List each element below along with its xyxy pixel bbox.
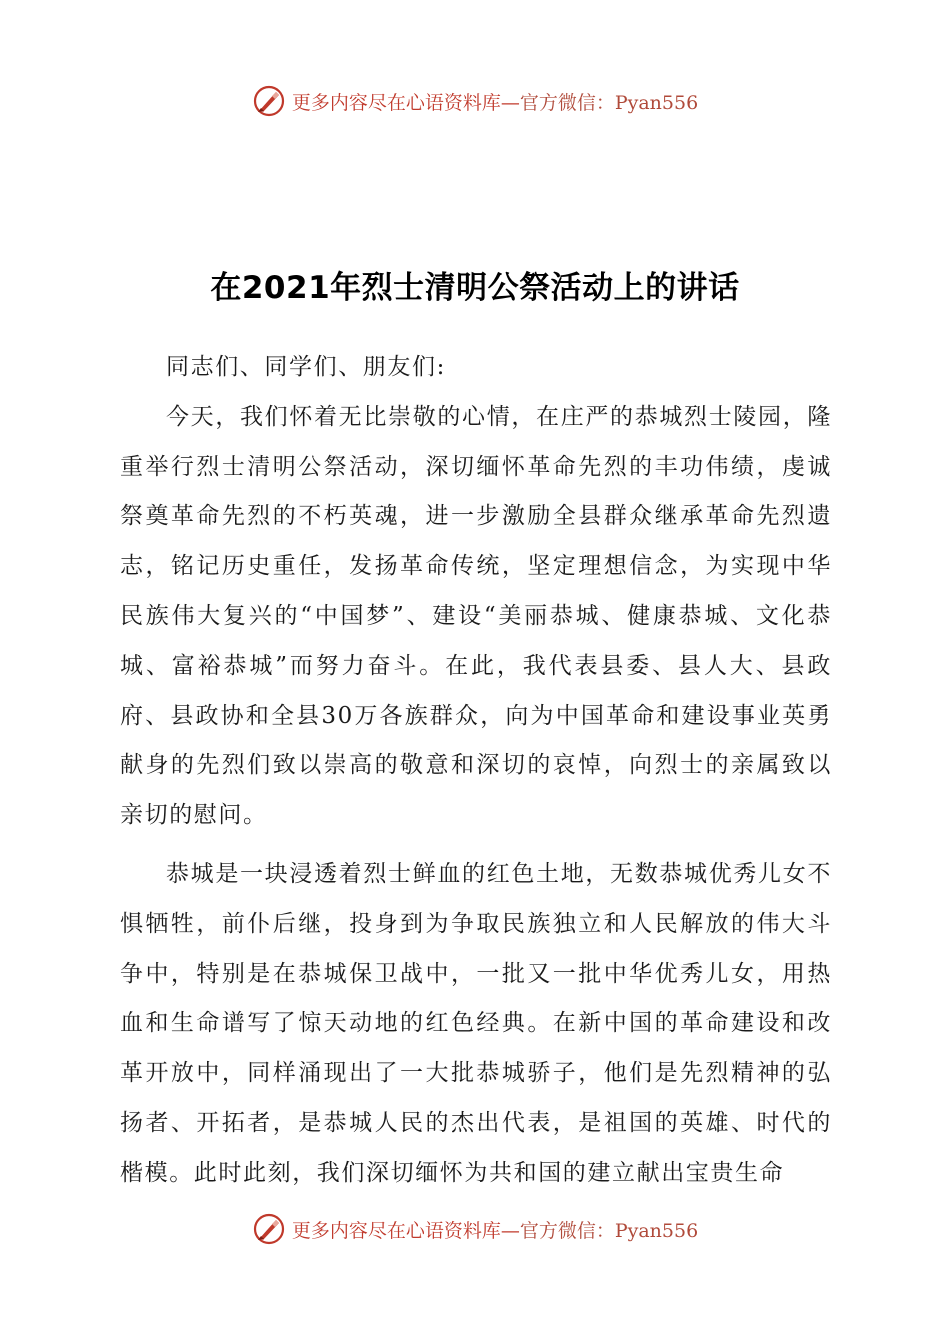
watermark-footer (0, 1212, 950, 1246)
watermark-text: 更多内容尽在心语资料库—官方微信：Pyan556 (291, 91, 699, 114)
paragraph-1: 今天，我们怀着无比崇敬的心情，在庄严的恭城烈士陵园，隆重举行烈士清明公祭活动，深切缅怀革命先烈的丰功伟绩，虔诚祭奠革命先烈的不朽英魂，进一步激励全县群众继承革命先烈遗志，铭记历史重任，发扬革命传统，坚定理想信念，为实现中华民族伟大复兴的“中国梦”、建设“美丽恭城、健康恭城、文化恭城、富裕恭城”而努力奋斗。在此，我代表县委、县人大、县政府、县政协和全县30万各族群众，向为中国革命和建设事业英勇献身的先烈们致以崇高的敬意和深切的哀悼，向烈士的亲属致以亲切的慰问。 (120, 403, 832, 829)
watermark-header (0, 84, 950, 118)
paragraph-2: 恭城是一块浸透着烈士鲜血的红色土地，无数恭城优秀儿女不惧牺牲，前仆后继，投身到为争取民族独立和人民解放的伟大斗争中，特别是在恭城保卫战中，一批又一批中华优秀儿女，用热血和生命谱写了惊天动地的红色经典。在新中国的革命建设和改革开放中，同样涌现出了一大批恭城骄子，他们是先烈精神的弘扬者、开拓者，是恭城人民的杰出代表，是祖国的英雄、时代的楷模。此时此刻，我们深切缅怀为共和国的建立献出宝贵生命 (120, 860, 832, 1186)
greeting-line: 同志们、同学们、朋友们: (166, 354, 446, 380)
document-body (120, 343, 832, 1199)
quill-logo-icon (252, 84, 286, 118)
document-title: 在2021年烈士清明公祭活动上的讲话 (210, 270, 740, 306)
quill-logo-icon (252, 1212, 286, 1246)
watermark-text: 更多内容尽在心语资料库—官方微信：Pyan556 (291, 1219, 699, 1242)
